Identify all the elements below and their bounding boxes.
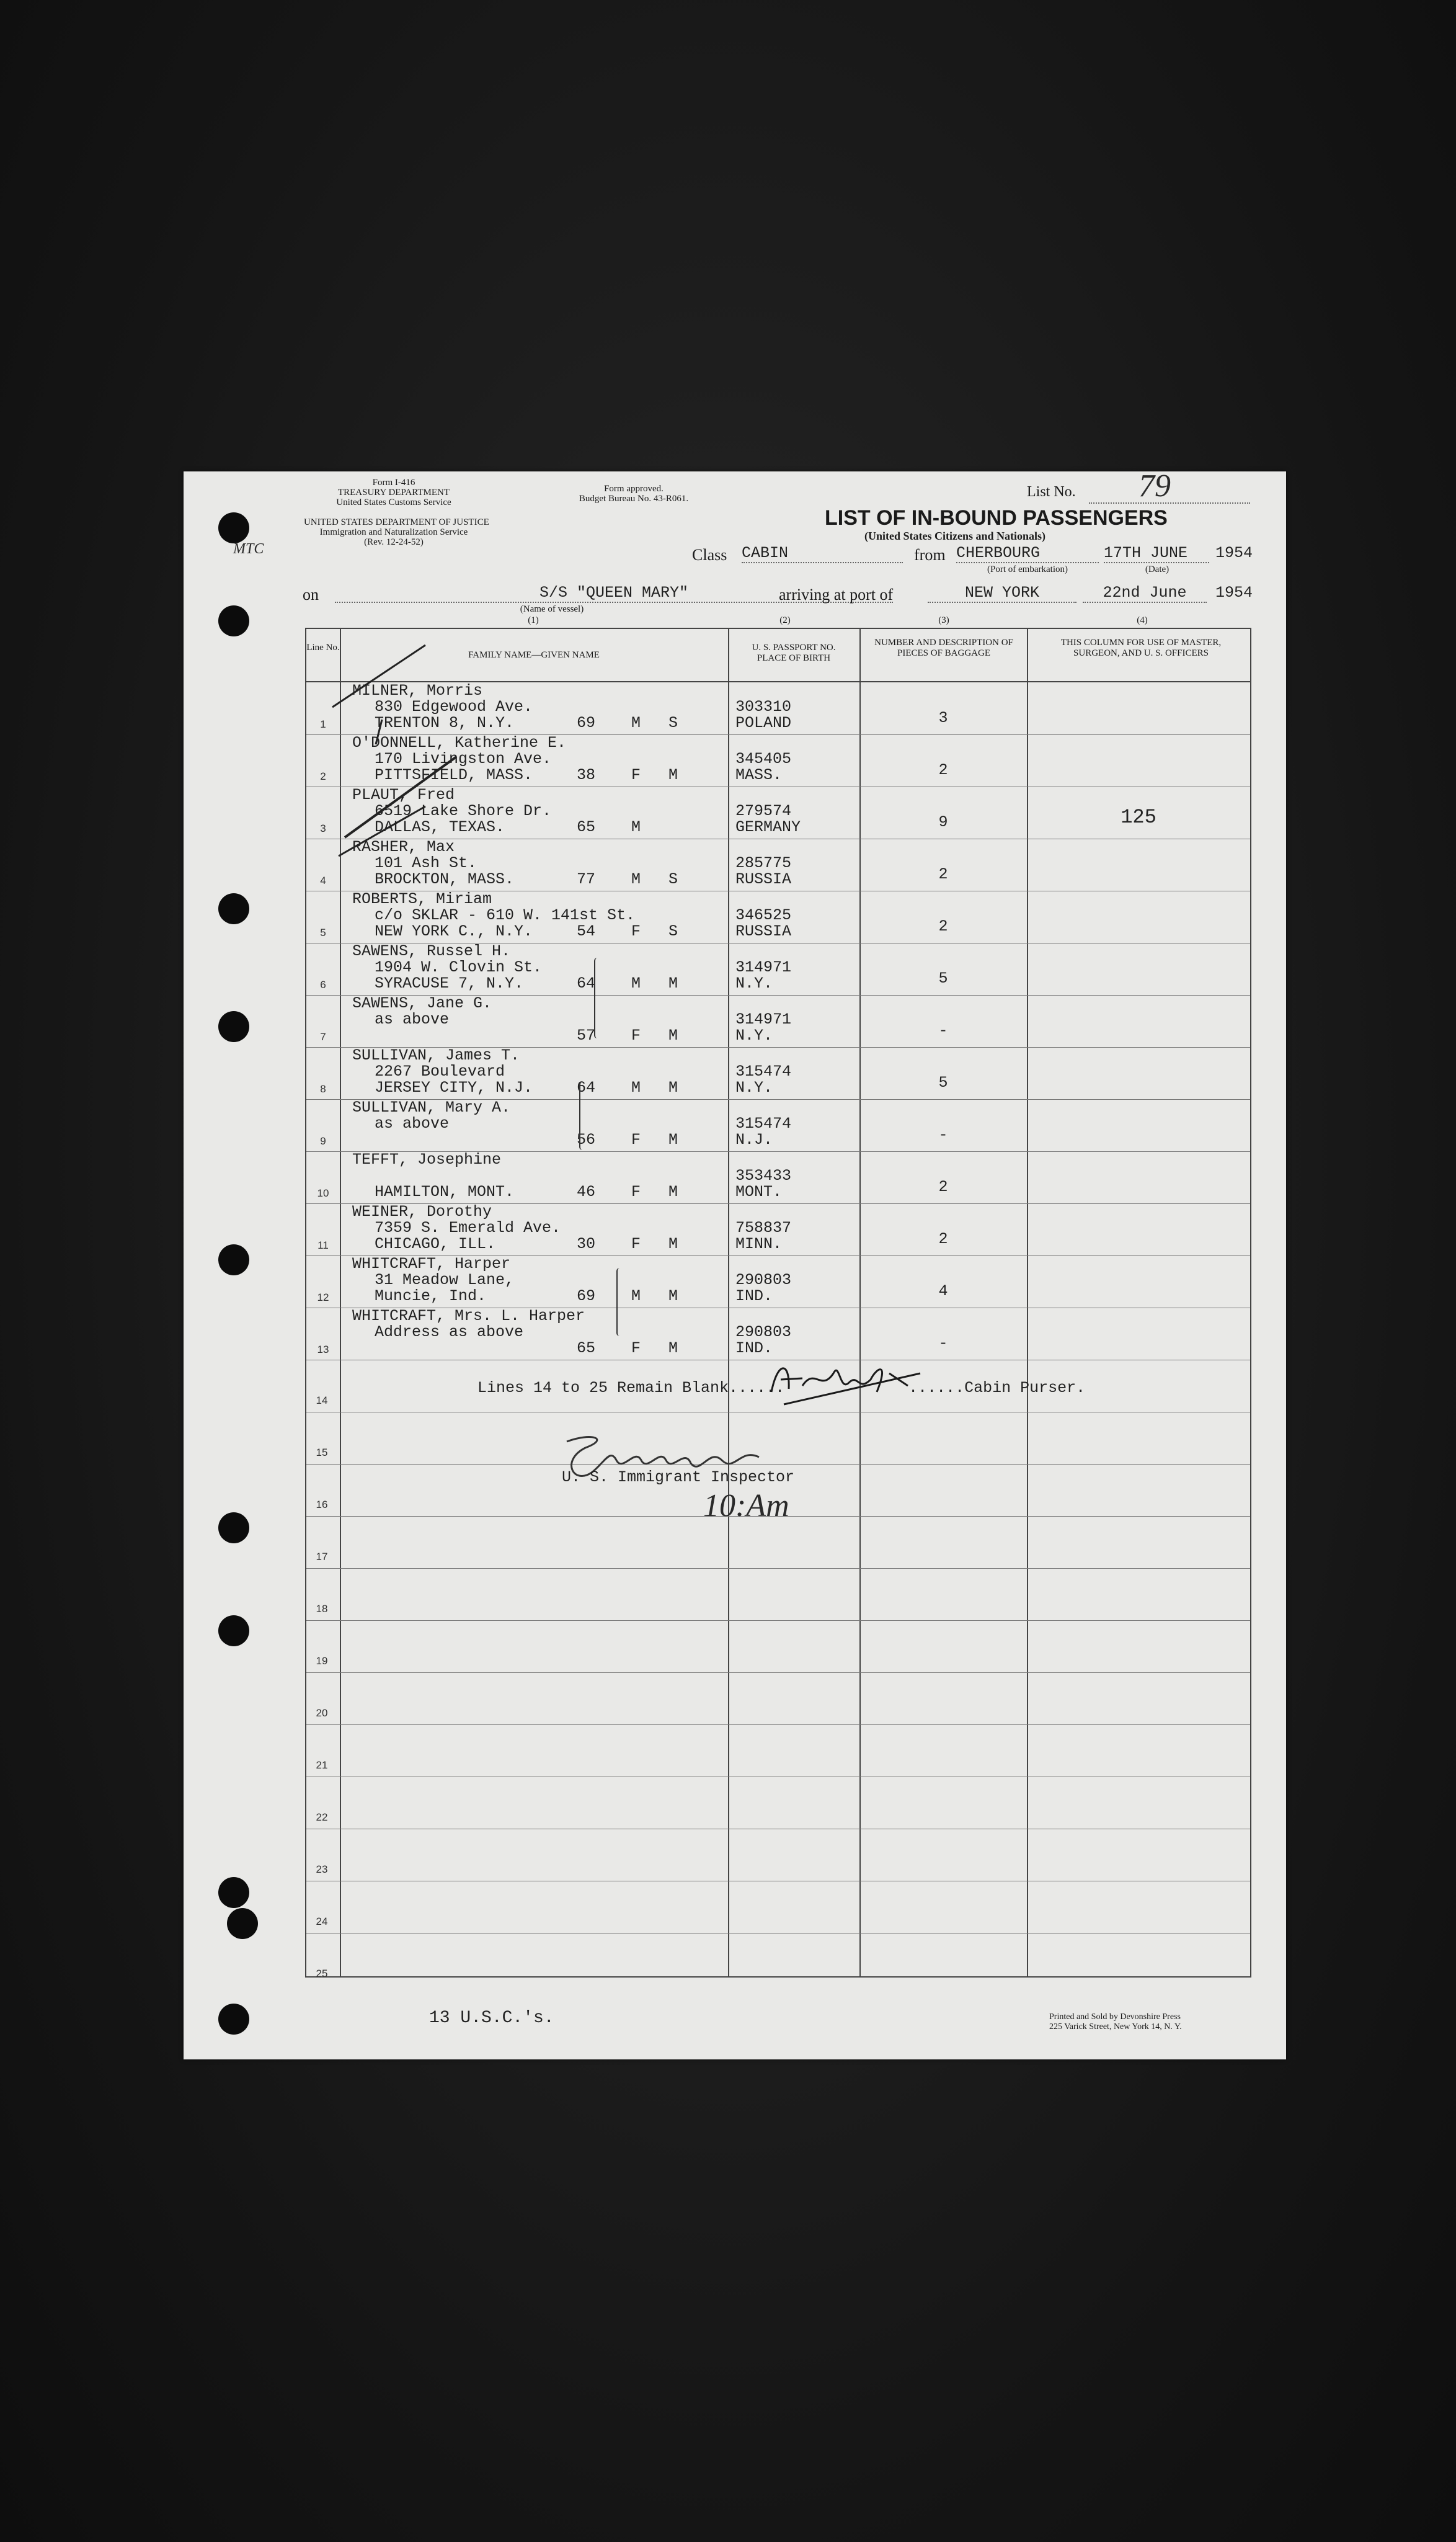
passenger-name: SAWENS, Russel H. (352, 942, 511, 960)
punch-hole (218, 893, 249, 924)
department-ins: Immigration and Naturalization Service (319, 527, 468, 537)
baggage-count: 2 (938, 1230, 948, 1248)
age: 64 (577, 1079, 596, 1097)
department-justice: UNITED STATES DEPARTMENT OF JUSTICE (304, 517, 489, 527)
age: 64 (577, 974, 596, 992)
blank-table-row (306, 1777, 1250, 1829)
address-line-1: 170 Livingston Ave. (375, 750, 552, 768)
passport-number: 290803 (735, 1271, 792, 1289)
list-no-value: 79 (1139, 468, 1171, 504)
line-number: 9 (320, 1135, 326, 1147)
arrival-port: NEW YORK (928, 584, 1076, 603)
caption-3: (3) (938, 615, 949, 625)
passport-number: 279574 (735, 802, 792, 820)
table-row (306, 1203, 1250, 1255)
marital-status: M (668, 1183, 678, 1201)
line-number: 14 (316, 1394, 328, 1406)
marital-status: S (668, 714, 678, 732)
arrival-year: 1954 (1215, 584, 1253, 602)
line-number: 13 (317, 1344, 329, 1355)
address-line-1: as above (375, 1010, 450, 1028)
address-line-1: 101 Ash St. (375, 854, 477, 872)
on-label: on (303, 586, 319, 604)
punch-hole (218, 1615, 249, 1646)
line-number: 12 (317, 1291, 329, 1303)
passport-number: 315474 (735, 1063, 792, 1081)
header-name: FAMILY NAME—GIVEN NAME (468, 650, 600, 660)
address-line-2: DALLAS, TEXAS. (375, 818, 505, 836)
passenger-name: ROBERTS, Miriam (352, 890, 492, 908)
passport-number: 346525 (735, 906, 792, 924)
header-officers: THIS COLUMN FOR USE OF MASTER, SURGEON, AND U. S. OFFICERS (1060, 638, 1222, 658)
table-row (306, 1255, 1250, 1308)
passenger-name: SAWENS, Jane G. (352, 994, 492, 1012)
baggage-count: 3 (938, 709, 948, 727)
line-number: 20 (316, 1707, 328, 1719)
sex: M (631, 1287, 641, 1305)
officer-note: 125 (1121, 806, 1156, 829)
place-of-birth: IND. (735, 1287, 773, 1305)
arriving-label: arriving at port of (779, 586, 894, 604)
baggage-count: 2 (938, 1178, 948, 1196)
form-approved: Form approved. (604, 484, 664, 494)
baggage-count: - (938, 1334, 948, 1352)
table-row (306, 1308, 1250, 1360)
address-line-1: 830 Edgewood Ave. (375, 698, 533, 716)
line-number: 8 (320, 1083, 326, 1095)
age: 77 (577, 870, 596, 888)
sex: F (631, 1183, 641, 1201)
place-of-birth: RUSSIA (735, 870, 792, 888)
table-row (306, 1151, 1250, 1203)
sex: M (631, 974, 641, 992)
department-treasury: TREASURY DEPARTMENT (337, 488, 450, 497)
passenger-name: O'DONNELL, Katherine E. (352, 734, 567, 752)
age: 57 (577, 1027, 596, 1045)
sex: F (631, 1339, 641, 1357)
printer-line-1: Printed and Sold by Devonshire Press (1049, 2012, 1181, 2022)
departure-date: 17TH JUNE (1104, 545, 1209, 563)
address-line-1: 31 Meadow Lane, (375, 1271, 515, 1289)
line-number: 18 (316, 1603, 328, 1615)
family-bracket (579, 1082, 585, 1150)
punch-hole (218, 1512, 249, 1543)
departure-caption: (Date) (1145, 564, 1170, 574)
line-number: 24 (316, 1915, 328, 1927)
marital-status: M (668, 1079, 678, 1097)
address-line-1: 2267 Boulevard (375, 1063, 505, 1081)
punch-hole (218, 2004, 249, 2035)
from-caption: (Port of embarkation) (987, 564, 1068, 574)
age: 38 (577, 766, 596, 784)
address-line-2: SYRACUSE 7, N.Y. (375, 974, 524, 992)
passenger-name: PLAUT, Fred (352, 786, 455, 804)
passenger-name: RASHER, Max (352, 838, 455, 856)
baggage-count: - (938, 1022, 948, 1040)
caption-1: (1) (528, 615, 539, 625)
class-label: Class (692, 546, 727, 564)
blank-table-row (306, 1724, 1250, 1777)
marital-status: M (668, 1235, 678, 1253)
age: 46 (577, 1183, 596, 1201)
line-number: 10 (317, 1187, 329, 1199)
marital-status: S (668, 870, 678, 888)
form-subtitle: (United States Citizens and Nationals) (864, 530, 1046, 542)
age: 65 (577, 1339, 596, 1357)
line-number: 17 (316, 1551, 328, 1563)
baggage-count: 2 (938, 761, 948, 779)
passport-number: 758837 (735, 1219, 792, 1237)
punch-hole (227, 1908, 258, 1939)
caption-2: (2) (779, 615, 791, 625)
side-mark: MTC (233, 541, 264, 557)
address-line-2: TRENTON 8, N.Y. (375, 714, 515, 732)
address-line-2: Muncie, Ind. (375, 1287, 487, 1305)
header-line-no: Line No. (306, 643, 340, 653)
line-number: 25 (316, 1968, 328, 1979)
marital-status: M (668, 1339, 678, 1357)
baggage-count: 5 (938, 970, 948, 988)
place-of-birth: IND. (735, 1339, 773, 1357)
place-of-birth: GERMANY (735, 818, 801, 836)
blank-table-row (306, 1672, 1250, 1724)
address-line-2: JERSEY CITY, N.J. (375, 1079, 533, 1097)
age: 56 (577, 1131, 596, 1149)
arrival-date: 22nd June (1083, 584, 1207, 603)
marital-status: M (668, 766, 678, 784)
family-bracket (616, 1268, 623, 1336)
line-number: 4 (320, 875, 326, 886)
caption-4: (4) (1137, 615, 1148, 625)
place-of-birth: MONT. (735, 1183, 783, 1201)
passport-number: 285775 (735, 854, 792, 872)
line-number: 2 (320, 770, 326, 782)
line-number: 21 (316, 1759, 328, 1771)
family-bracket (594, 958, 600, 1038)
age: 69 (577, 714, 596, 732)
address-line-2: BROCKTON, MASS. (375, 870, 515, 888)
passenger-name: WHITCRAFT, Mrs. L. Harper (352, 1307, 585, 1325)
place-of-birth: N.Y. (735, 1027, 773, 1045)
sex: F (631, 1131, 641, 1149)
baggage-count: 9 (938, 813, 948, 831)
line-number: 15 (316, 1447, 328, 1458)
address-line-1: 7359 S. Emerald Ave. (375, 1219, 561, 1237)
printer-line-2: 225 Varick Street, New York 14, N. Y. (1049, 2022, 1182, 2031)
place-of-birth: MINN. (735, 1235, 783, 1253)
line-number: 16 (316, 1499, 328, 1510)
sex: F (631, 922, 641, 940)
line-number: 22 (316, 1811, 328, 1823)
header-passport: U. S. PASSPORT NO. PLACE OF BIRTH (752, 643, 836, 663)
table-row (306, 1099, 1250, 1151)
line-number: 6 (320, 979, 326, 991)
age: 65 (577, 818, 596, 836)
marital-status: S (668, 922, 678, 940)
purser-signature (765, 1355, 926, 1411)
passport-number: 314971 (735, 1010, 792, 1028)
class-value: CABIN (742, 545, 903, 563)
address-line-2: NEW YORK C., N.Y. (375, 922, 533, 940)
passport-number: 315474 (735, 1115, 792, 1133)
line-number: 3 (320, 823, 326, 834)
marital-status: M (668, 1131, 678, 1149)
line-number: 1 (320, 718, 326, 730)
remain-blank-text: Lines 14 to 25 Remain Blank...... (477, 1379, 785, 1397)
list-no-label: List No. (1027, 484, 1076, 500)
marital-status: M (668, 974, 678, 992)
form-revision: (Rev. 12-24-52) (364, 537, 424, 547)
vessel-caption: (Name of vessel) (520, 604, 584, 614)
passenger-name: WHITCRAFT, Harper (352, 1255, 511, 1273)
address-line-1: 6519 Lake Shore Dr. (375, 802, 552, 820)
baggage-count: 4 (938, 1282, 948, 1300)
vessel-name-text: S/S "QUEEN MARY" (539, 584, 689, 602)
baggage-count: 2 (938, 865, 948, 883)
passport-number: 345405 (735, 750, 792, 768)
passenger-name: MILNER, Morris (352, 682, 483, 700)
departure-year: 1954 (1215, 544, 1253, 562)
passenger-list-page (184, 468, 1286, 2059)
place-of-birth: N.Y. (735, 1079, 773, 1097)
passport-number: 290803 (735, 1323, 792, 1341)
department-customs: United States Customs Service (336, 497, 451, 507)
passport-number: 303310 (735, 698, 792, 716)
address-line-1: as above (375, 1115, 450, 1133)
purser-text: ......Cabin Purser. (908, 1379, 1086, 1397)
passenger-name: SULLIVAN, James T. (352, 1046, 520, 1064)
punch-hole (218, 1011, 249, 1042)
form-title: LIST OF IN-BOUND PASSENGERS (825, 506, 1168, 530)
address-line-2: HAMILTON, MONT. (375, 1183, 515, 1201)
sex: M (631, 870, 641, 888)
baggage-count: 2 (938, 917, 948, 935)
punch-hole (218, 1244, 249, 1275)
line-number: 11 (317, 1239, 329, 1251)
marital-status: M (668, 1287, 678, 1305)
place-of-birth: POLAND (735, 714, 792, 732)
place-of-birth: MASS. (735, 766, 783, 784)
passenger-name: TEFFT, Josephine (352, 1151, 502, 1169)
sex: M (631, 1079, 641, 1097)
sex: F (631, 1027, 641, 1045)
place-of-birth: RUSSIA (735, 922, 792, 940)
age: 30 (577, 1235, 596, 1253)
passport-number: 314971 (735, 958, 792, 976)
blank-table-row (306, 1829, 1250, 1881)
place-of-birth: N.Y. (735, 974, 773, 992)
from-label: from (914, 546, 946, 564)
total-citizens: 13 U.S.C.'s. (429, 2009, 554, 2028)
form-number: Form I-416 (372, 478, 415, 488)
punch-hole (218, 605, 249, 636)
blank-table-row (306, 1620, 1250, 1672)
passenger-name: WEINER, Dorothy (352, 1203, 492, 1221)
address-line-1: c/o SKLAR - 610 W. 141st St. (375, 906, 636, 924)
sex: M (631, 818, 641, 836)
address-line-1: Address as above (375, 1323, 524, 1341)
baggage-count: - (938, 1126, 948, 1144)
age: 69 (577, 1287, 596, 1305)
punch-hole (218, 512, 249, 543)
blank-table-row (306, 1933, 1250, 1985)
blank-table-row (306, 1881, 1250, 1933)
inspector-label: U. S. Immigrant Inspector (562, 1468, 795, 1486)
passport-number: 353433 (735, 1167, 792, 1185)
baggage-count: 5 (938, 1074, 948, 1092)
address-line-1: 1904 W. Clovin St. (375, 958, 543, 976)
inspection-time: 10:Am (703, 1488, 789, 1523)
line-number: 23 (316, 1863, 328, 1875)
address-line-2: PITTSFIELD, MASS. (375, 766, 533, 784)
punch-hole (218, 1877, 249, 1908)
address-line-2: CHICAGO, ILL. (375, 1235, 496, 1253)
passenger-name: SULLIVAN, Mary A. (352, 1099, 511, 1117)
line-number: 19 (316, 1655, 328, 1667)
sex: M (631, 714, 641, 732)
blank-table-row (306, 1568, 1250, 1620)
line-number: 5 (320, 927, 326, 939)
sex: F (631, 766, 641, 784)
place-of-birth: N.J. (735, 1131, 773, 1149)
header-baggage: NUMBER AND DESCRIPTION OF PIECES OF BAGGAGE (874, 638, 1013, 658)
marital-status: M (668, 1027, 678, 1045)
budget-bureau: Budget Bureau No. 43-R061. (579, 494, 689, 504)
line-number: 7 (320, 1031, 326, 1043)
check-marks (308, 633, 596, 1067)
from-value: CHERBOURG (956, 545, 1099, 563)
age: 54 (577, 922, 596, 940)
sex: F (631, 1235, 641, 1253)
